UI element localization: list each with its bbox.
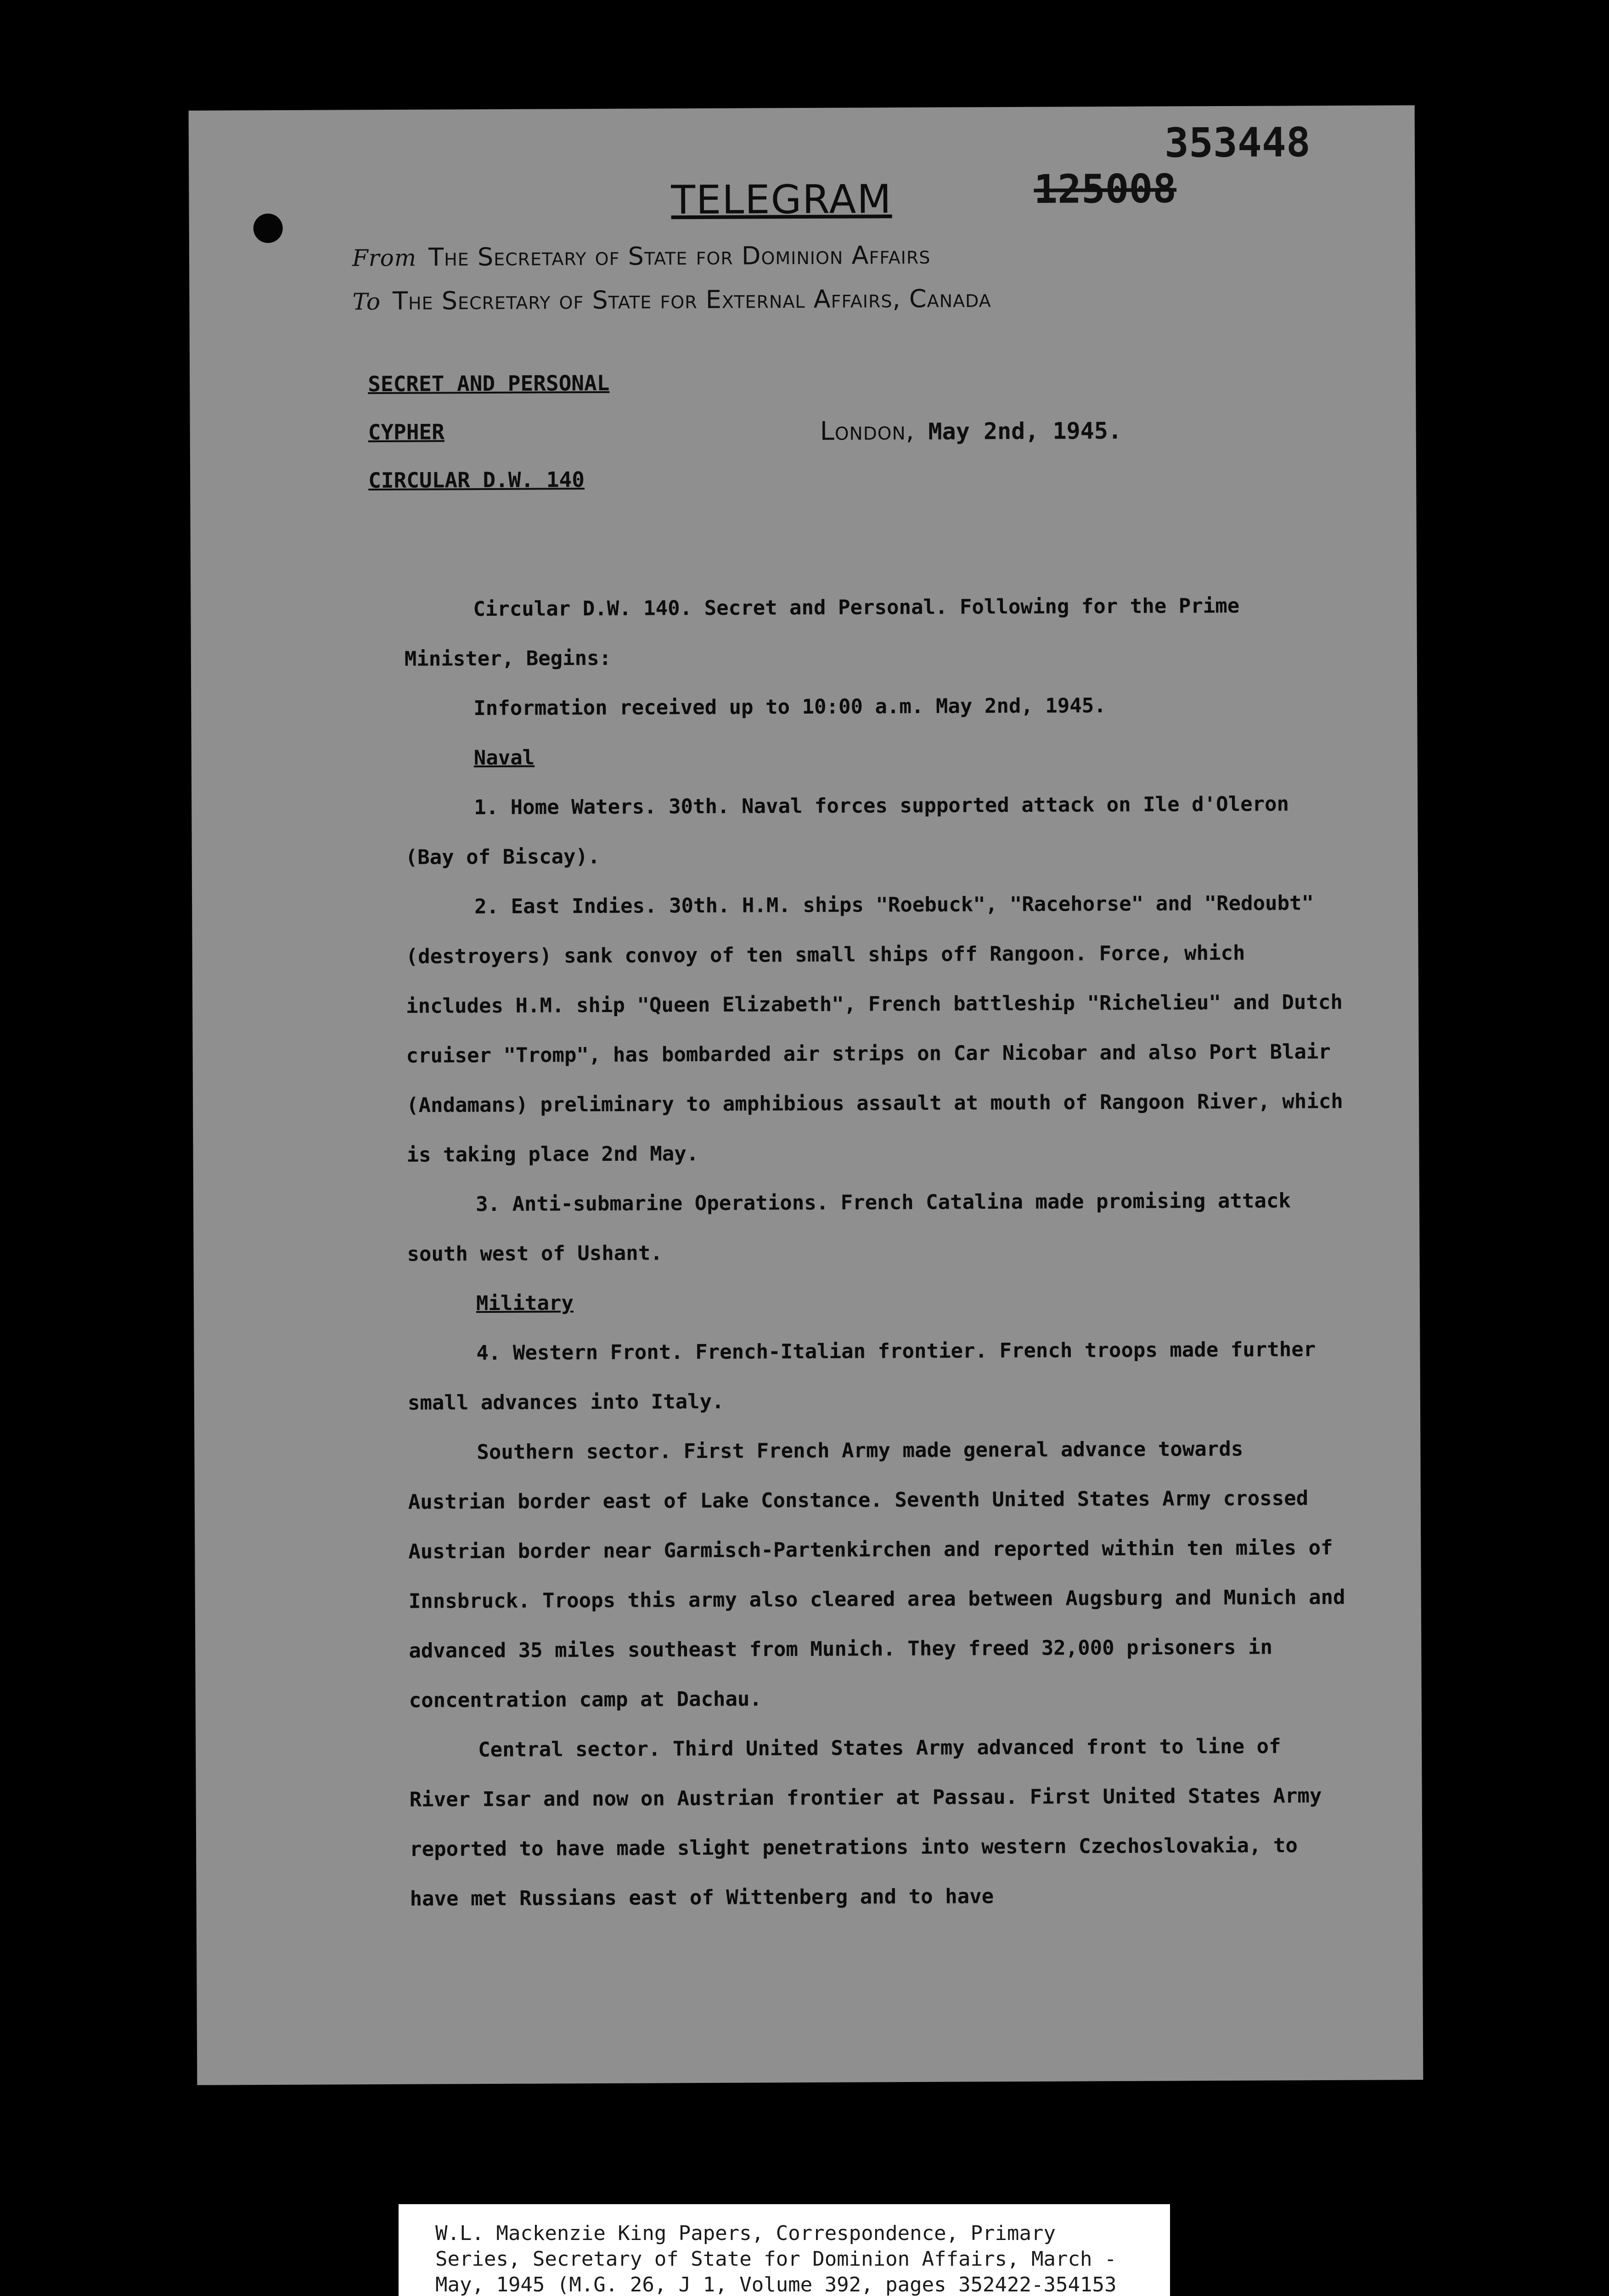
document-number: 353448 [1164,118,1311,167]
dateline-city: London, [820,416,915,446]
from-text: The Secretary of State for Dominion Affairs [428,240,931,272]
struck-document-number: 125008 [1034,166,1177,213]
to-text: The Secretary of State for External Affairs, Canada [392,284,991,315]
from-line [352,241,931,272]
dateline [820,415,1122,446]
military-heading: Military [476,1291,574,1316]
classification-circular: CIRCULAR D.W. 140 [368,467,585,493]
to-line [352,284,991,315]
reference-card [399,2204,1170,2296]
classification-secret: SECRET AND PERSONAL [368,370,610,397]
paragraph-1: 1. Home Waters. 30th. Naval forces supported attack on Ile d'Oleron (Bay of Biscay). [405,792,1289,869]
paragraph-southern-sector: Southern sector. First French Army made general advance towards Austrian border east of Lake Constance. Seventh United States Army crossed Austrian border near Garmisch-Partenkirchen and reported within ten miles of Innsbruck. Troops this army also cleared area between Augsburg and Munich and advanced 35 miles southeast from Munich. They freed 32,000 prisoners in concentration camp at Dachau. [408,1437,1345,1712]
dateline-date: May 2nd, 1945. [928,417,1122,445]
from-label: From [352,244,417,272]
paragraph-central-sector: Central sector. Third United States Army advanced front to line of River Isar and now on Austrian frontier at Passau. First United States Army reported to have made slight penetrations into western Czechoslovakia, to have met Russians east of Wittenberg and to have [409,1734,1322,1911]
classification-cypher: CYPHER [368,419,444,445]
to-label: To [352,288,381,315]
paragraph-4: 4. Western Front. French-Italian frontier. French troops made further small advances into Italy. [407,1338,1316,1415]
telegram-title: TELEGRAM [671,176,892,224]
info-paragraph: Information received up to 10:00 a.m. May 2nd, 1945. [473,694,1106,720]
punch-hole [253,214,283,243]
paragraph-3: 3. Anti-submarine Operations. French Catalina made promising attack south west of Ushant. [407,1189,1291,1266]
telegram-page [189,105,1423,2085]
naval-heading: Naval [473,746,535,770]
telegram-body [404,581,1351,1924]
intro-paragraph: Circular D.W. 140. Secret and Personal. Following for the Prime Minister, Begins: [404,594,1240,671]
reference-text: W.L. Mackenzie King Papers, Correspondence, Primary Series, Secretary of State for Dominion Affairs, March - May, 1945 (M.G. 26, J 1, Volume 392, pages 352422-354153 [435,2222,1117,2296]
paragraph-2: 2. East Indies. 30th. H.M. ships "Roebuck", "Racehorse" and "Redoubt" (destroyers) sank convoy of ten small ships off Rangoon. Force, which includes H.M. ship "Queen Elizabeth", French battleship "Richelieu" and Dutch cruiser "Tromp", has bombarded air strips on Car Nicobar and also Port Blair (Andamans) preliminary to amphibious assault at mouth of Rangoon River, which is taking place 2nd May. [405,891,1343,1167]
